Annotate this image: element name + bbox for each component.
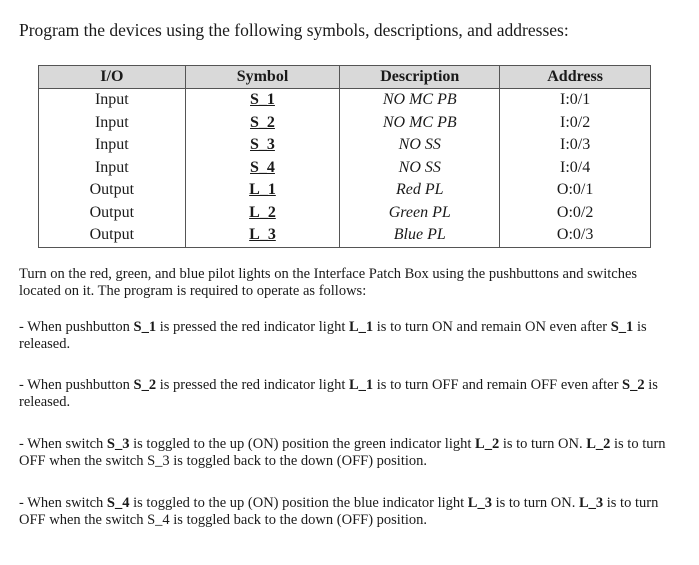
cell-description: NO MC PB [340, 112, 500, 135]
cell-io: Output [39, 202, 186, 225]
cell-io: Input [39, 134, 186, 157]
header-symbol: Symbol [185, 66, 340, 89]
header-description: Description [340, 66, 500, 89]
cell-symbol: L_1 [185, 179, 340, 202]
cell-address: I:0/4 [500, 157, 651, 180]
rule-symbol: S_4 [106, 495, 130, 511]
cell-address: I:0/1 [500, 89, 651, 112]
cell-symbol: L_3 [185, 224, 340, 247]
table-row [39, 202, 651, 225]
cell-io: Output [39, 179, 186, 202]
rule-symbol: L_3 [578, 495, 604, 511]
rule-text: - When switch [19, 436, 107, 452]
cell-description: Green PL [340, 202, 500, 225]
table-row [39, 224, 651, 247]
table-row [39, 89, 651, 112]
rule-text: - When pushbutton [19, 377, 134, 393]
rule-text: is released. [19, 377, 658, 410]
cell-io: Input [39, 89, 186, 112]
cell-io: Input [39, 112, 186, 135]
cell-address: O:0/1 [500, 179, 651, 202]
rule-text: is to turn ON and remain ON even after [373, 319, 611, 335]
cell-io: Output [39, 224, 186, 247]
cell-symbol: S_3 [185, 134, 340, 157]
table-row [39, 134, 651, 157]
rule-text: is to turn OFF when the switch S_4 is toggled back to the down (OFF) position. [19, 495, 659, 528]
rule-symbol: L_2 [586, 436, 611, 452]
rule-text: is to turn ON. [491, 495, 579, 511]
rule-text: is released. [19, 319, 647, 352]
rule-text: is to turn OFF and remain OFF even after [373, 377, 623, 393]
cell-address: O:0/2 [500, 202, 651, 225]
rule-text: is pressed the red indicator light [156, 377, 349, 393]
cell-address: I:0/3 [500, 134, 651, 157]
header-address: Address [500, 66, 651, 89]
rule-paragraph-3 [19, 436, 679, 470]
cell-description: NO SS [340, 157, 500, 180]
cell-description: NO MC PB [340, 89, 500, 112]
header-io: I/O [39, 66, 186, 89]
io-address-table [38, 65, 651, 248]
rule-paragraph-2 [19, 377, 679, 411]
rule-symbol: S_1 [133, 319, 157, 335]
page-heading: Program the devices using the following symbols, descriptions, and addresses: [19, 20, 569, 40]
rule-symbol: L_2 [475, 436, 500, 452]
table-row [39, 157, 651, 180]
table-row [39, 112, 651, 135]
table-row [39, 179, 651, 202]
rule-text: is pressed the red indicator light [156, 319, 349, 335]
rule-symbol: L_3 [467, 495, 492, 511]
cell-symbol: S_4 [185, 157, 340, 180]
rule-symbol: S_3 [106, 436, 130, 452]
cell-symbol: L_2 [185, 202, 340, 225]
cell-symbol: S_2 [185, 112, 340, 135]
rule-text: - When pushbutton [19, 319, 134, 335]
cell-description: Red PL [340, 179, 500, 202]
intro-paragraph: Turn on the red, green, and blue pilot lights on the Interface Patch Box using the pushbuttons and switches located on it. The program is required to operate as follows: [19, 266, 638, 299]
rule-text: - When switch [19, 495, 107, 511]
cell-address: I:0/2 [500, 112, 651, 135]
rule-text: is toggled to the up (ON) position the green indicator light [129, 436, 476, 452]
rule-symbol: L_1 [348, 319, 374, 335]
cell-io: Input [39, 157, 186, 180]
rule-symbol: S_1 [610, 319, 634, 335]
rule-symbol: S_2 [622, 377, 645, 393]
cell-address: O:0/3 [500, 224, 651, 247]
cell-symbol: S_1 [185, 89, 340, 112]
rule-paragraph-4 [19, 495, 679, 529]
rule-text: is toggled to the up (ON) position the blue indicator light [129, 495, 468, 511]
cell-description: NO SS [340, 134, 500, 157]
table-header-row [39, 66, 651, 89]
rule-paragraph-1 [19, 319, 679, 353]
rule-text: is to turn OFF when the switch S_3 is toggled back to the down (OFF) position. [19, 436, 666, 469]
cell-description: Blue PL [340, 224, 500, 247]
rule-text: is to turn ON. [499, 436, 587, 452]
rule-symbol: S_2 [133, 377, 157, 393]
rule-symbol: L_1 [348, 377, 374, 393]
